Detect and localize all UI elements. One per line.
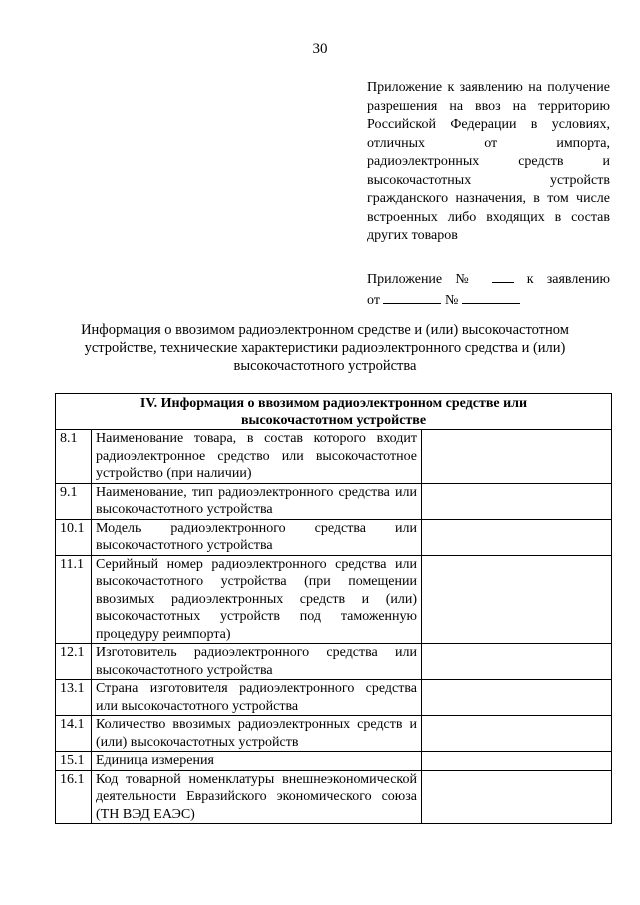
annex-header: Приложение к заявлению на получение разрешения на ввоз на территорию Российской Федерации в условиях, отличных от импорта, радиоэлектронных средств и высокочастотных устройств гражданского назначения, в том числе встроенных либо входящих в состав других товаров (367, 80, 610, 243)
annex-number-blank[interactable] (492, 269, 514, 283)
row-label: Наименование, тип радиоэлектронного средства или высокочастотного устройства (92, 483, 422, 519)
row-value-field[interactable] (422, 770, 612, 824)
annex-date-line: от № (367, 290, 610, 311)
row-number: 9.1 (56, 483, 92, 519)
annex-reference (367, 269, 610, 310)
section-header: IV. Информация о ввозимом радиоэлектронном средстве или высокочастотном устройстве (56, 394, 612, 430)
row-value-field[interactable] (422, 519, 612, 555)
table-row (56, 752, 612, 771)
row-number: 16.1 (56, 770, 92, 824)
row-label: Серийный номер радиоэлектронного средства или высокочастотного устройства (при помещении ввозимых радиоэлектронных средств и (или) высокочастотных устройств под таможенную процедуру реимпорта) (92, 555, 422, 644)
info-table (55, 393, 612, 824)
row-label: Модель радиоэлектронного средства или высокочастотного устройства (92, 519, 422, 555)
row-value-field[interactable] (422, 644, 612, 680)
table-row (56, 483, 612, 519)
table-row (56, 519, 612, 555)
table-row (56, 716, 612, 752)
row-label: Страна изготовителя радиоэлектронного средства или высокочастотного устройства (92, 680, 422, 716)
row-value-field[interactable] (422, 716, 612, 752)
row-label: Наименование товара, в состав которого входит радиоэлектронное средство или высокочастотное устройство (при наличии) (92, 430, 422, 484)
table-row (56, 680, 612, 716)
row-value-field[interactable] (422, 483, 612, 519)
row-number: 11.1 (56, 555, 92, 644)
table-row (56, 555, 612, 644)
page-number: 30 (312, 41, 328, 57)
row-number: 10.1 (56, 519, 92, 555)
table-row (56, 770, 612, 824)
row-label: Единица измерения (92, 752, 422, 771)
row-label: Код товарной номенклатуры внешнеэкономической деятельности Евразийского экономического союза (ТН ВЭД ЕАЭС) (92, 770, 422, 824)
row-value-field[interactable] (422, 555, 612, 644)
annex-number-line: Приложение № к заявлению (367, 269, 610, 290)
annex-reg-number-blank[interactable] (462, 290, 520, 304)
row-label: Изготовитель радиоэлектронного средства или высокочастотного устройства (92, 644, 422, 680)
row-value-field[interactable] (422, 680, 612, 716)
row-value-field[interactable] (422, 430, 612, 484)
row-number: 15.1 (56, 752, 92, 771)
annex-date-blank[interactable] (383, 290, 441, 304)
document-title: Информация о ввозимом радиоэлектронном средстве и (или) высокочастотном устройстве, технические характеристики радиоэлектронного средства и (или) высокочастотного устройства (81, 322, 569, 374)
row-number: 8.1 (56, 430, 92, 484)
section-header-row (56, 394, 612, 430)
row-label: Количество ввозимых радиоэлектронных средств и (или) высокочастотных устройств (92, 716, 422, 752)
table-row (56, 430, 612, 484)
row-number: 14.1 (56, 716, 92, 752)
table-row (56, 644, 612, 680)
row-number: 12.1 (56, 644, 92, 680)
row-value-field[interactable] (422, 752, 612, 771)
row-number: 13.1 (56, 680, 92, 716)
